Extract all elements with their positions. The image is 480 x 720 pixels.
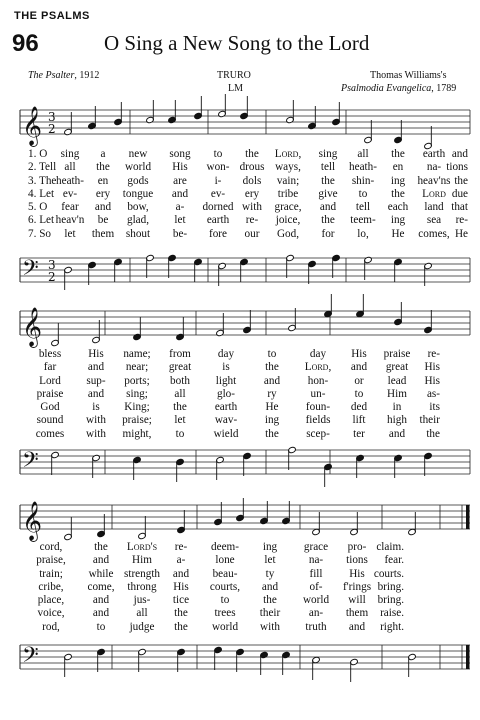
lyric-syllable: un- — [310, 387, 326, 400]
lyric-syllable: day — [309, 348, 327, 360]
lyric-syllable: as- — [426, 387, 440, 400]
lyric-line — [0, 228, 480, 241]
lyric-syllable: to — [96, 620, 106, 633]
lyric-syllable: bow, — [127, 201, 149, 214]
lyric-syllable: tions — [446, 161, 468, 174]
lyric-syllable: heath- — [349, 161, 377, 174]
lyric-syllable: sing — [318, 148, 338, 160]
lyric-syllable: trees — [214, 607, 236, 620]
lyric-syllable: the — [173, 401, 187, 414]
composer-credit: Thomas Williams's — [370, 70, 447, 81]
lyric-syllable: deem- — [211, 541, 239, 553]
lyric-syllable: be- — [172, 227, 188, 240]
lyric-syllable: sea — [426, 214, 442, 227]
lyric-syllable: shin- — [351, 174, 375, 187]
lyric-syllable: gods — [127, 174, 149, 187]
bass-clef-icon: 𝄢 — [22, 643, 39, 673]
lyric-syllable: and — [87, 361, 105, 374]
lyric-line — [0, 414, 480, 427]
lyric-syllable: new — [128, 148, 148, 160]
lyric-syllable: tribe — [277, 187, 299, 200]
lyric-syllable: let — [174, 414, 186, 427]
lyric-syllable: them — [345, 607, 369, 620]
lyric-syllable: praise — [36, 387, 64, 400]
lyric-syllable: judge — [129, 620, 155, 633]
lyric-syllable: tell — [320, 161, 336, 174]
lyric-syllable: foun- — [305, 401, 331, 414]
lyric-syllable: world — [124, 161, 152, 174]
lyric-syllable: tell — [355, 201, 371, 214]
time-signature: 3 — [48, 110, 56, 124]
treble-clef-icon: 𝄞 — [22, 501, 43, 541]
lyric-syllable: train; — [39, 567, 63, 580]
time-signature: 2 — [48, 270, 56, 284]
treble-clef-icon: 𝄞 — [22, 307, 43, 347]
lyric-syllable: truth — [305, 620, 327, 633]
lyric-syllable: its — [429, 401, 440, 414]
lyric-syllable: the — [94, 541, 108, 553]
lyric-syllable: Lord — [422, 187, 446, 200]
lyric-syllable: fear. — [384, 554, 404, 567]
lyric-syllable: to — [267, 348, 277, 360]
lyric-line — [0, 361, 480, 374]
lyric-syllable: will — [348, 594, 366, 607]
lyric-syllable: great — [168, 361, 192, 374]
tune-name: TRURO — [217, 70, 251, 81]
lyric-syllable: Lord's — [126, 541, 158, 553]
time-signature: 2 — [48, 122, 56, 136]
lyric-syllable: our — [244, 227, 260, 240]
final-barline — [466, 505, 470, 529]
lyric-syllable: na- — [426, 161, 442, 174]
lyric-syllable: and — [87, 387, 105, 400]
lyric-syllable: is — [92, 401, 100, 414]
lyric-line — [0, 201, 480, 214]
lyric-syllable: comes — [35, 427, 65, 440]
lyric-syllable: from — [169, 348, 191, 360]
lyric-syllable: to — [354, 387, 364, 400]
lyric-syllable: en — [97, 174, 109, 187]
hymn-title: O Sing a New Song to the Lord — [104, 31, 370, 55]
lyric-syllable: song — [169, 148, 191, 160]
lyric-syllable: the — [174, 620, 188, 633]
lyric-syllable: cribe, — [38, 580, 64, 593]
lyric-syllable: with — [260, 620, 280, 633]
final-barline — [466, 645, 470, 669]
lyric-syllable: Lord — [39, 374, 61, 387]
lyric-syllable: the — [454, 174, 468, 187]
lyric-syllable: ev- — [210, 187, 226, 200]
lyric-syllable: fear — [61, 201, 79, 214]
lyrics-system-3 — [0, 541, 480, 634]
lyric-syllable: the — [321, 174, 335, 187]
meter: LM — [228, 83, 243, 94]
lyric-syllable: due — [451, 187, 468, 200]
lyric-line — [0, 161, 480, 174]
lyric-syllable: an- — [308, 607, 324, 620]
lyric-syllable: and — [172, 567, 190, 580]
lyric-syllable: light — [215, 374, 237, 387]
lyric-syllable: the — [174, 607, 188, 620]
lyric-syllable: dorned — [202, 201, 234, 214]
lyric-syllable: lift — [352, 414, 366, 427]
lyric-syllable: na- — [308, 554, 324, 567]
lyric-syllable: let — [174, 214, 186, 227]
lyric-syllable: Lord, — [304, 361, 332, 374]
lyric-syllable: drous — [239, 161, 265, 174]
lyric-line — [0, 581, 480, 594]
lyric-syllable: teem- — [350, 214, 376, 227]
lyric-syllable: and — [451, 148, 468, 160]
lyric-syllable: He — [265, 401, 279, 414]
lyric-syllable: a- — [175, 201, 185, 214]
lyric-line — [0, 214, 480, 227]
lyric-syllable: to — [220, 594, 230, 607]
lyric-syllable: 3. The — [28, 174, 57, 187]
lyric-syllable: place, — [37, 594, 65, 607]
lyric-line — [0, 428, 480, 441]
lyric-syllable: His — [424, 361, 440, 374]
lyric-syllable: praise, — [36, 554, 66, 567]
lyric-syllable: let — [264, 554, 276, 567]
text-credit: The Psalter, 1912 — [28, 70, 100, 81]
lyric-syllable: come, — [87, 580, 115, 593]
lyric-syllable: re- — [245, 214, 259, 227]
lyric-syllable: the — [265, 361, 279, 374]
lyric-syllable: re- — [174, 541, 188, 553]
lyric-syllable: rod, — [42, 620, 60, 633]
lyric-line — [0, 375, 480, 388]
lyric-syllable: bless — [38, 348, 62, 360]
lyric-syllable: ty — [265, 567, 275, 580]
lyric-syllable: and — [92, 594, 110, 607]
lyric-syllable: tongue — [122, 187, 154, 200]
lyric-syllable: their — [259, 607, 281, 620]
lyric-syllable: all — [136, 607, 148, 620]
lyric-syllable: beau- — [212, 567, 238, 580]
lyric-line — [0, 175, 480, 188]
lyric-syllable: God — [40, 401, 60, 414]
lyric-syllable: grace, — [274, 201, 302, 214]
lyric-syllable: pro- — [347, 541, 367, 553]
time-signature: 3 — [48, 258, 56, 272]
lyric-line — [0, 568, 480, 581]
lyric-syllable: voice, — [37, 607, 65, 620]
lyric-syllable: name; — [123, 348, 151, 360]
lyric-syllable: sound — [36, 414, 64, 427]
lyric-syllable: bring. — [377, 580, 404, 593]
lyric-syllable: for — [321, 227, 335, 240]
lyric-syllable: re- — [427, 348, 440, 360]
lyric-syllable: His — [424, 374, 440, 387]
lyric-syllable: high — [387, 414, 407, 427]
lyrics-system-2 — [0, 348, 480, 441]
lyric-syllable: strength — [123, 567, 161, 580]
lyric-syllable: lone — [215, 554, 235, 567]
lyric-syllable: and — [261, 580, 279, 593]
lyric-syllable: with — [242, 201, 262, 214]
lyric-syllable: cord, — [39, 541, 63, 553]
lyric-syllable: all — [174, 387, 186, 400]
lyric-syllable: His — [88, 348, 104, 360]
lyric-syllable: great — [385, 361, 409, 374]
lyric-syllable: right. — [380, 620, 404, 633]
lyric-line — [0, 554, 480, 567]
lyric-syllable: fore — [208, 227, 228, 240]
lyric-syllable: to — [358, 187, 368, 200]
lyric-syllable: jus- — [133, 594, 151, 607]
lyric-syllable: 1. O — [28, 148, 48, 160]
lyric-syllable: give — [318, 187, 338, 200]
lyric-syllable: all — [357, 148, 369, 160]
lyric-syllable: fields — [305, 414, 331, 427]
lyric-syllable: the — [321, 214, 335, 227]
lyric-line — [0, 401, 480, 414]
lyric-syllable: both — [170, 374, 190, 387]
lyric-syllable: or — [354, 374, 364, 387]
lyric-syllable: earth — [214, 401, 238, 414]
lyric-syllable: and — [319, 201, 337, 214]
lyric-line — [0, 348, 480, 361]
lyric-line — [0, 388, 480, 401]
hymn-number: 96 — [12, 30, 39, 57]
lyric-syllable: day — [217, 348, 235, 360]
lyric-syllable: a — [100, 148, 106, 160]
lyric-syllable: His — [351, 348, 367, 360]
lyric-syllable: lead — [387, 374, 407, 387]
lyric-line — [0, 188, 480, 201]
lyric-syllable: sing — [60, 148, 80, 160]
lyric-syllable: throng — [127, 580, 157, 593]
lyric-syllable: the — [96, 161, 110, 174]
lyric-syllable: world — [211, 620, 239, 633]
lyric-syllable: 7. So — [28, 227, 52, 240]
lyric-syllable: ded — [350, 401, 368, 414]
lyric-syllable: ery — [244, 187, 260, 200]
lyric-syllable: each — [387, 201, 409, 214]
lyric-syllable: glo- — [216, 387, 236, 400]
lyric-syllable: ery — [95, 187, 111, 200]
lyric-syllable: God, — [276, 227, 300, 240]
lyric-syllable: might, — [122, 427, 152, 440]
lyric-syllable: He — [391, 227, 405, 240]
lyric-syllable: joice, — [275, 214, 301, 227]
lyric-syllable: the — [245, 148, 259, 160]
lyric-syllable: earth — [206, 214, 230, 227]
lyric-syllable: King; — [124, 401, 150, 414]
lyric-syllable: grace — [303, 541, 329, 553]
lyric-syllable: lo, — [357, 227, 369, 240]
lyric-syllable: and — [263, 374, 281, 387]
lyric-syllable: praise; — [122, 414, 152, 427]
lyric-syllable: scep- — [306, 427, 330, 440]
lyric-syllable: all — [64, 161, 76, 174]
lyric-syllable: to — [175, 427, 185, 440]
lyric-line — [0, 148, 480, 161]
lyric-syllable: comes, — [418, 227, 450, 240]
lyric-syllable: earth — [422, 148, 446, 160]
lyric-syllable: heath- — [56, 174, 84, 187]
lyric-syllable: sing; — [126, 387, 148, 400]
lyric-syllable: land — [424, 201, 444, 214]
lyric-syllable: ing — [390, 214, 406, 227]
lyric-line — [0, 621, 480, 634]
lyric-syllable: of- — [309, 580, 323, 593]
bass-clef-icon: 𝄢 — [22, 256, 39, 286]
lyric-syllable: ing — [262, 541, 278, 553]
lyric-syllable: heav'ns — [417, 174, 451, 187]
lyric-syllable: and — [350, 361, 368, 374]
lyric-syllable: wav- — [214, 414, 238, 427]
lyric-syllable: 2. Tell — [28, 161, 57, 174]
lyric-syllable: to — [213, 148, 223, 160]
lyric-line — [0, 541, 480, 554]
lyric-syllable: dols — [242, 174, 262, 187]
lyric-syllable: and — [388, 427, 406, 440]
lyric-syllable: wield — [213, 427, 239, 440]
lyric-syllable: world — [302, 594, 330, 607]
lyric-syllable: near; — [125, 361, 149, 374]
lyric-syllable: ev- — [62, 187, 78, 200]
lyric-syllable: the — [426, 427, 440, 440]
lyric-syllable: claim. — [376, 541, 404, 553]
lyric-syllable: and — [94, 201, 112, 214]
lyric-syllable: glad, — [126, 214, 150, 227]
lyric-syllable: heav'n — [55, 214, 85, 227]
lyric-syllable: f'rings — [342, 580, 372, 593]
bass-clef-icon: 𝄢 — [22, 448, 39, 478]
tune-source: Psalmodia Evangelica, 1789 — [341, 83, 457, 94]
lyric-syllable: sup- — [86, 374, 106, 387]
lyric-syllable: are — [173, 174, 187, 187]
lyric-syllable: the — [391, 187, 405, 200]
lyric-syllable: ter — [353, 427, 365, 440]
lyric-syllable: Him — [132, 554, 152, 567]
treble-clef-icon: 𝄞 — [22, 106, 43, 146]
lyric-syllable: 4. Let — [28, 187, 55, 200]
lyric-syllable: fill — [309, 567, 323, 580]
lyric-syllable: His — [173, 580, 189, 593]
lyric-syllable: ports; — [124, 374, 150, 387]
lyric-syllable: that — [451, 201, 468, 214]
lyric-syllable: with — [86, 414, 106, 427]
lyric-syllable: while — [88, 567, 114, 580]
lyric-syllable: the — [391, 148, 405, 160]
lyric-syllable: ry — [267, 387, 277, 400]
lyric-syllable: and — [92, 554, 110, 567]
lyric-syllable: in — [392, 401, 402, 414]
lyric-syllable: the — [265, 427, 279, 440]
lyric-syllable: their — [419, 414, 440, 427]
lyric-syllable: His — [349, 567, 365, 580]
lyric-syllable: praise — [383, 348, 411, 360]
lyric-syllable: He — [454, 227, 468, 240]
lyric-syllable: raise. — [380, 607, 404, 620]
lyric-syllable: 6. Let — [28, 214, 55, 227]
lyric-syllable: en — [392, 161, 404, 174]
lyric-syllable: with — [86, 427, 106, 440]
lyric-syllable: bring. — [377, 594, 404, 607]
lyric-syllable: re- — [455, 214, 468, 227]
lyrics-system-1 — [0, 148, 480, 241]
lyric-line — [0, 594, 480, 607]
lyric-syllable: far — [43, 361, 57, 374]
lyric-syllable: the — [263, 594, 277, 607]
lyric-syllable: 5. O — [28, 201, 48, 214]
lyric-syllable: and — [92, 607, 110, 620]
lyric-line — [0, 607, 480, 620]
lyric-syllable: Lord, — [274, 148, 302, 160]
section-heading: THE PSALMS — [14, 10, 90, 22]
lyric-syllable: ing — [390, 174, 406, 187]
lyric-syllable: courts. — [373, 567, 404, 580]
lyric-syllable: shout — [125, 227, 151, 240]
lyric-syllable: tice — [172, 594, 190, 607]
lyric-syllable: courts, — [209, 580, 241, 593]
lyric-syllable: is — [222, 361, 230, 374]
lyric-syllable: His — [172, 161, 188, 174]
lyric-syllable: won- — [206, 161, 230, 174]
lyric-syllable: Him — [387, 387, 407, 400]
lyric-syllable: and — [348, 620, 366, 633]
lyric-syllable: ing — [264, 414, 280, 427]
lyric-syllable: and — [171, 187, 189, 200]
lyric-syllable: be — [97, 214, 109, 227]
lyric-syllable: vain; — [276, 174, 300, 187]
lyric-syllable: ways, — [275, 161, 301, 174]
lyric-syllable: them — [91, 227, 115, 240]
lyric-syllable: a- — [176, 554, 186, 567]
lyric-syllable: i- — [214, 174, 222, 187]
lyric-syllable: hon- — [307, 374, 329, 387]
lyric-syllable: tions — [346, 554, 368, 567]
lyric-syllable: let — [64, 227, 76, 240]
